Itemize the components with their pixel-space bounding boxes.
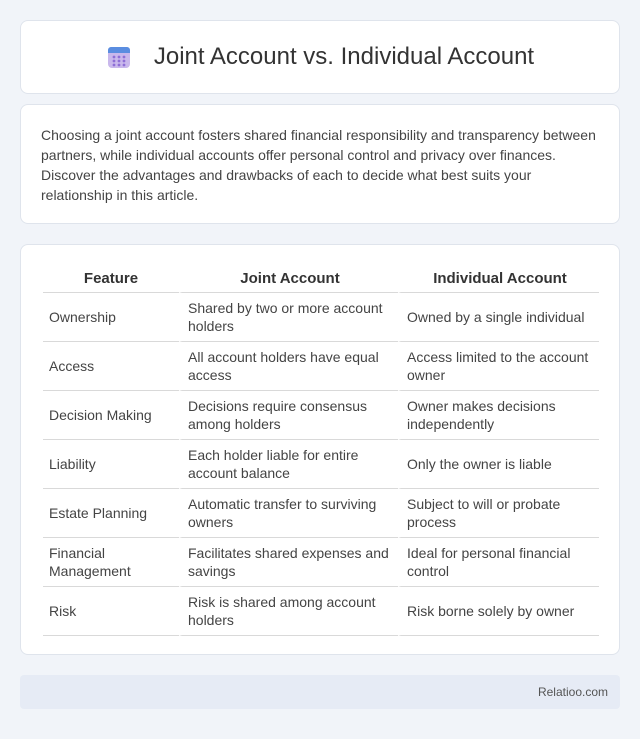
row-individual: Ideal for personal financial control [398,538,599,587]
table-header-row [43,265,599,293]
table-row [43,489,599,538]
row-joint: Facilitates shared expenses and savings [179,538,398,587]
page-title: Joint Account vs. Individual Account [153,43,535,70]
intro-text: Choosing a joint account fosters shared financial responsibility and transparency between partners, while individual accounts offer personal control and privacy over finances. Discover the advantages and drawbacks of each to decide what best suits your relationship in this article. [41,127,596,203]
row-joint: Decisions require consensus among holders [179,391,398,440]
row-joint: Shared by two or more account holders [179,293,398,342]
comparison-table [43,265,599,636]
intro-card [20,104,620,224]
title-card [20,20,620,94]
row-feature: Decision Making [43,391,179,440]
table-row [43,587,599,636]
table-row [43,440,599,489]
table-row [43,391,599,440]
header-feature: Feature [43,265,179,293]
table-row [43,538,599,587]
footer [20,675,620,709]
row-feature: Ownership [43,293,179,342]
row-individual: Risk borne solely by owner [398,587,599,636]
table-row [43,293,599,342]
row-individual: Access limited to the account owner [398,342,599,391]
header-joint-account: Joint Account [179,265,398,293]
row-feature: Estate Planning [43,489,179,538]
row-joint: Each holder liable for entire account balance [179,440,398,489]
row-feature: Access [43,342,179,391]
comparison-table-card [20,244,620,655]
row-individual: Owner makes decisions independently [398,391,599,440]
row-feature: Risk [43,587,179,636]
row-feature: Financial Management [43,538,179,587]
row-feature: Liability [43,440,179,489]
header-individual-account: Individual Account [398,265,599,293]
row-individual: Subject to will or probate process [398,489,599,538]
footer-brand: Relatioo.com [537,685,608,699]
row-individual: Owned by a single individual [398,293,599,342]
row-joint: Automatic transfer to surviving owners [179,489,398,538]
row-joint: All account holders have equal access [179,342,398,391]
row-individual: Only the owner is liable [398,440,599,489]
calendar-icon [106,44,132,70]
row-joint: Risk is shared among account holders [179,587,398,636]
table-row [43,342,599,391]
